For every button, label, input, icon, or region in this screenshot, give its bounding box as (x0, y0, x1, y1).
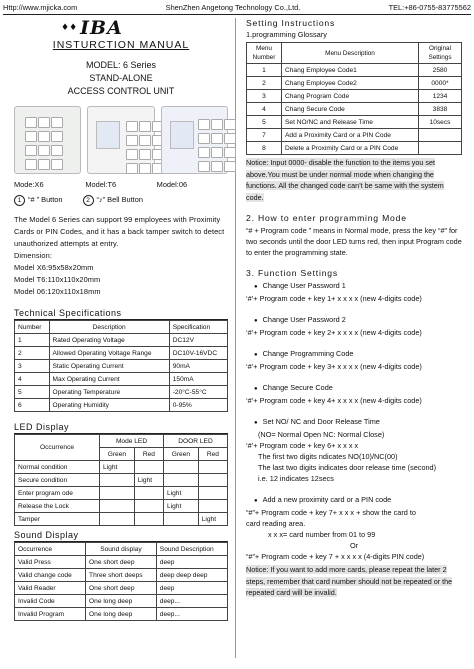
function-item (246, 280, 462, 304)
keypad-photo-x6 (14, 106, 81, 174)
model-label: Model:06 (156, 180, 188, 189)
function-head: ● Change Programming Code (254, 348, 462, 361)
table-header: Number Description Specification (15, 321, 228, 334)
model-line: STAND-ALONE (89, 73, 153, 83)
function-title: 3. Function Settings (246, 268, 338, 278)
logo-mark: ♦♦ (61, 23, 78, 33)
manual-title: INSTURCTION MANUAL (52, 39, 190, 51)
function-cmd: ‘#’+ Program code + key 1+ x x x x (new 4-digits code) (246, 294, 422, 303)
sound-table (14, 542, 228, 621)
page-header (3, 3, 471, 13)
tech-title: Technical Specifications (14, 308, 122, 318)
table-row: 2 Allowed Operating Voltage Range DC10V-16VDC (15, 347, 228, 360)
right-column (246, 18, 462, 599)
table-header: Green Red Green Red (15, 448, 228, 461)
table-row: 4 Chang Secure Code 3838 (247, 103, 462, 116)
table-row: 5 Operating Temperature -20°C-55°C (15, 386, 228, 399)
function-item-nonc (246, 416, 462, 484)
dimension-block (14, 250, 228, 298)
header-divider (3, 14, 471, 15)
function-head: ● Change User Password 2 (254, 314, 462, 327)
table-header: Occurrence Mode LED DOOR LED (15, 435, 228, 448)
dimension-title: Dimension: (14, 251, 52, 260)
setting-notice: Notice: Input 0000- disable the function to the items you set above.You must be under normal mode when changing the functions. All the changed code can’t be same with the system code. (246, 158, 444, 202)
function-cmd: ‘#’+ Program code + key 6+ x x x x (246, 441, 359, 450)
table-row: Release the Lock Light (15, 500, 228, 513)
function-head: ● Change Secure Code (254, 382, 462, 395)
button-legend-hash: 1 “# ” Button (14, 195, 63, 206)
function-item (246, 314, 462, 338)
table-row: 1 Chang Employee Code1 2580 (247, 64, 462, 77)
number-two-icon: 2 (83, 195, 94, 206)
function-sub: (NO= Normal Open NC: Normal Close) (258, 430, 385, 439)
model-label: Mode:X6 (14, 180, 44, 189)
left-column (14, 18, 228, 621)
number-one-icon: 1 (14, 195, 25, 206)
button-legend-bell: 2 “♪” Bell Button (83, 195, 143, 206)
function-cmd: card reading area. (246, 519, 306, 528)
model-line: ACCESS CONTROL UNIT (67, 86, 175, 96)
intro-text: The Model 6 Series can support 99 employees with Proximity Cards or PIN Codes, and it has a back tamper switch to detect unauthorized attempts at entry. (14, 215, 225, 248)
logo-text: IBA (80, 17, 123, 39)
column-divider (235, 18, 236, 658)
function-head: ● Add a new proximity card or a PIN code (254, 494, 462, 507)
glossary-table (246, 42, 462, 155)
table-row: Secure condition Light (15, 474, 228, 487)
header-company: ShenZhen Angetong Technology Co.,Ltd. (165, 3, 301, 12)
table-row: 7 Add a Proximity Card or a PIN Code (247, 129, 462, 142)
model-labels (14, 180, 228, 189)
tech-table (14, 320, 228, 412)
function-cmd: ‘#’+ Program code + key 4+ x x x x (new 4-digits code) (246, 396, 422, 405)
function-note: The last two digits indicates door release time (second) (258, 463, 437, 472)
header-url[interactable]: Http://www.mjicka.com (3, 3, 78, 12)
table-row: Tamper Light (15, 513, 228, 526)
table-row: 1 Rated Operating Voltage DC12V (15, 334, 228, 347)
keypad-photo-t6 (87, 106, 154, 174)
table-header: Menu Number Menu Description Original Settings (247, 43, 462, 64)
function-item (246, 382, 462, 406)
table-header: Occurrence Sound display Sound Description (15, 543, 228, 556)
function-cmd: ‘#’+ Program code + key 2+ x x x x (new 4-digits code) (246, 328, 422, 337)
table-row: 6 Operating Humidity 0-95% (15, 399, 228, 412)
table-row: 3 Chang Program Code 1234 (247, 90, 462, 103)
table-row: Invalid Code One long deep deep... (15, 595, 228, 608)
setting-title: Setting Instructions (246, 18, 336, 28)
dimension-line: Model 06:120x110x18mm (14, 287, 101, 296)
led-title: LED Display (14, 422, 70, 432)
table-row: Invalid Program One long deep deep... (15, 608, 228, 621)
dimension-line: Model T6:110x110x20mm (14, 275, 101, 284)
function-note: i.e. 12 indicates 12secs (258, 474, 334, 483)
table-row: 3 Static Operating Current 90mA (15, 360, 228, 373)
model-line: MODEL: 6 Series (85, 60, 157, 70)
model-label: Model:T6 (85, 180, 117, 189)
header-tel: TEL:+86-0755-83775562 (388, 3, 471, 12)
table-row: 5 Set NO/NC and Release Time 10secs (247, 116, 462, 129)
table-row: Valid change code Three short deeps deep deep deep (15, 569, 228, 582)
function-item (246, 348, 462, 372)
function-cmd: “#”+ Program code + key 7+ x x x + show the card to (246, 508, 416, 517)
keypad-photo-06 (161, 106, 228, 174)
setting-subtitle: 1.programming Glossary (246, 30, 327, 39)
table-row: 4 Max Operating Current 150mA (15, 373, 228, 386)
function-cmd: “#”+ Program code + key 7 + x x x x (4-digits PIN code) (246, 552, 425, 561)
table-row: Valid Press One short deep deep (15, 556, 228, 569)
table-row: 8 Delete a Proximity Card or a PIN Code (247, 142, 462, 155)
led-table (14, 434, 228, 526)
button-legend (14, 195, 228, 206)
prog-mode-title: 2. How to enter programming Mode (246, 213, 407, 223)
product-photos (14, 106, 228, 174)
add-notice: Notice: If you want to add more cards, please repeat the later 2 steps, remember that card number should not be repeated or the repeated card will be invalid. (246, 565, 453, 597)
model-block (14, 59, 228, 98)
prog-mode-text: “# + Program code ” means in Normal mode, press the key “#” for two seconds until the door LED turns red, then input Program code to enter the programming state. (246, 226, 462, 257)
table-row: Enter program ode Light (15, 487, 228, 500)
sound-title: Sound Display (14, 530, 79, 540)
function-head: ● Change User Password 1 (254, 280, 462, 293)
function-head: ● Set NO/ NC and Door Release Time (254, 416, 462, 429)
table-row: Normal condition Light (15, 461, 228, 474)
function-note: x x x= card number from 01 to 99 (268, 530, 376, 539)
table-row: 2 Chang Employee Code2 0000* (247, 77, 462, 90)
function-item-add (246, 494, 462, 562)
function-note: The first two digits ndicates NO(10)/NC(00) (258, 452, 398, 461)
dimension-line: Model X6:95x58x20mm (14, 263, 94, 272)
function-cmd: ‘#’+ Program code + key 3+ x x x x (new 4-digits code) (246, 362, 422, 371)
function-or: Or (349, 541, 359, 550)
table-row: Valid Reader One short deep deep (15, 582, 228, 595)
brand-logo (61, 18, 228, 38)
